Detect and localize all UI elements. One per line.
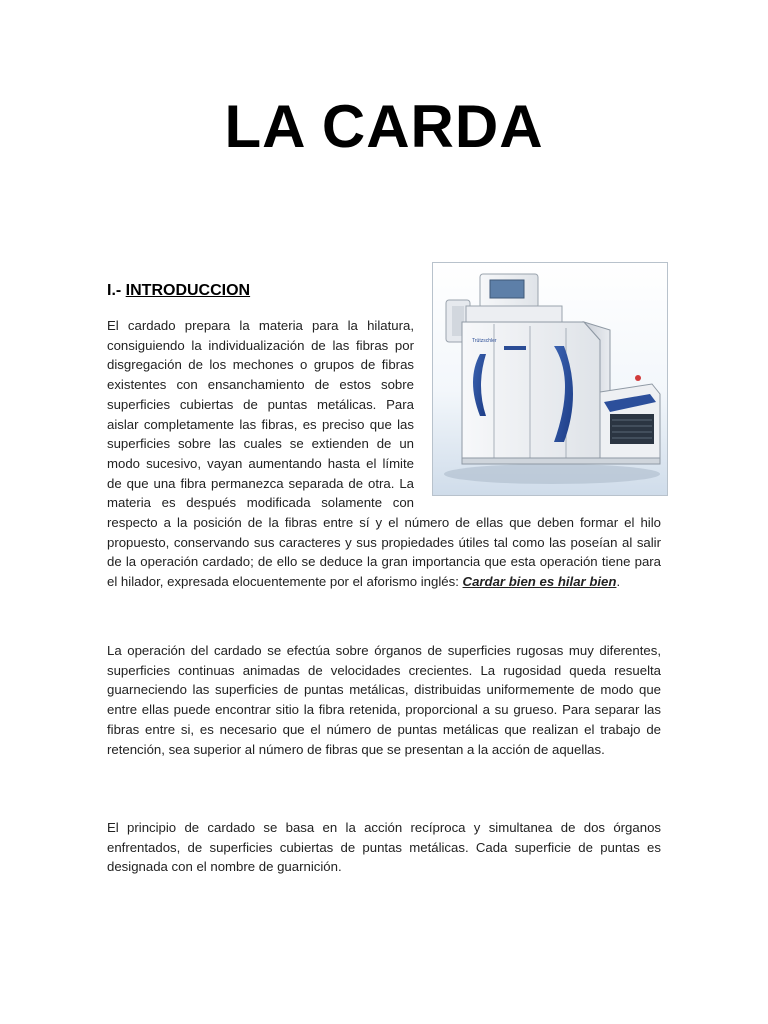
intro-paragraph-text: El cardado prepara la materia para la hilatura, consiguiendo la individualización de las fibras por disgregación de los mechones o grupos de fibras existentes con ensanchamiento de estos sobre superficies cubiertas de puntas metálicas. Para aislar completamente las fibras, es preciso que las superficies sobre las cuales se extienden de un modo sucesivo, vayan aumentando hasta el límite de que una fibra permanezca separada de otra. La materia es después modificada solamente con respecto a la posición de la fibras entre sí y el número de ellas que deben formar el hilo propuesto, conservando sus caracteres y sus propiedades útiles tal como las poseían al salir de la operación cardado; de ello se deduce la gran importancia que esta operación tiene para el hilador, expresada elocuentemente por el aforismo inglés: — [107, 318, 661, 590]
intro-paragraph-end: . — [616, 574, 621, 590]
english-aphorism: Cardar bien es hilar bien — [462, 574, 617, 590]
carding-machine-icon — [432, 262, 668, 496]
section-title: INTRODUCCION — [125, 282, 251, 299]
page-title: LA CARDA — [224, 93, 544, 160]
body-paragraph-2: La operación del cardado se efectúa sobre órganos de superficies rugosas muy diferentes, superficies continuas animadas de velocidades crecientes. La rugosidad queda resuelta guarneciendo las superficies de puntas metálicas, distribuidas uniformemente de modo que entre ellas puede encontrar sitio la fibra retenida, proporcional a su grueso. Para separar las fibras entre si, es necesario que el número de puntas metálicas que realizan el trabajo de retención, sea superior al número de fibras que se presentan a la acción de aquellas. — [107, 643, 661, 757]
intro-section — [107, 316, 661, 592]
body-paragraph-3: El principio de cardado se basa en la acción recíproca y simultanea de dos órganos enfrentados, de superficies cubiertas de puntas metálicas. Cada superficie de puntas es designada con el nombre de guarnición. — [107, 820, 661, 875]
section-number: I.- — [107, 282, 126, 299]
carding-machine-image — [432, 262, 668, 496]
section-heading — [107, 282, 250, 300]
machine-brand-label: Trützschler — [472, 338, 497, 344]
